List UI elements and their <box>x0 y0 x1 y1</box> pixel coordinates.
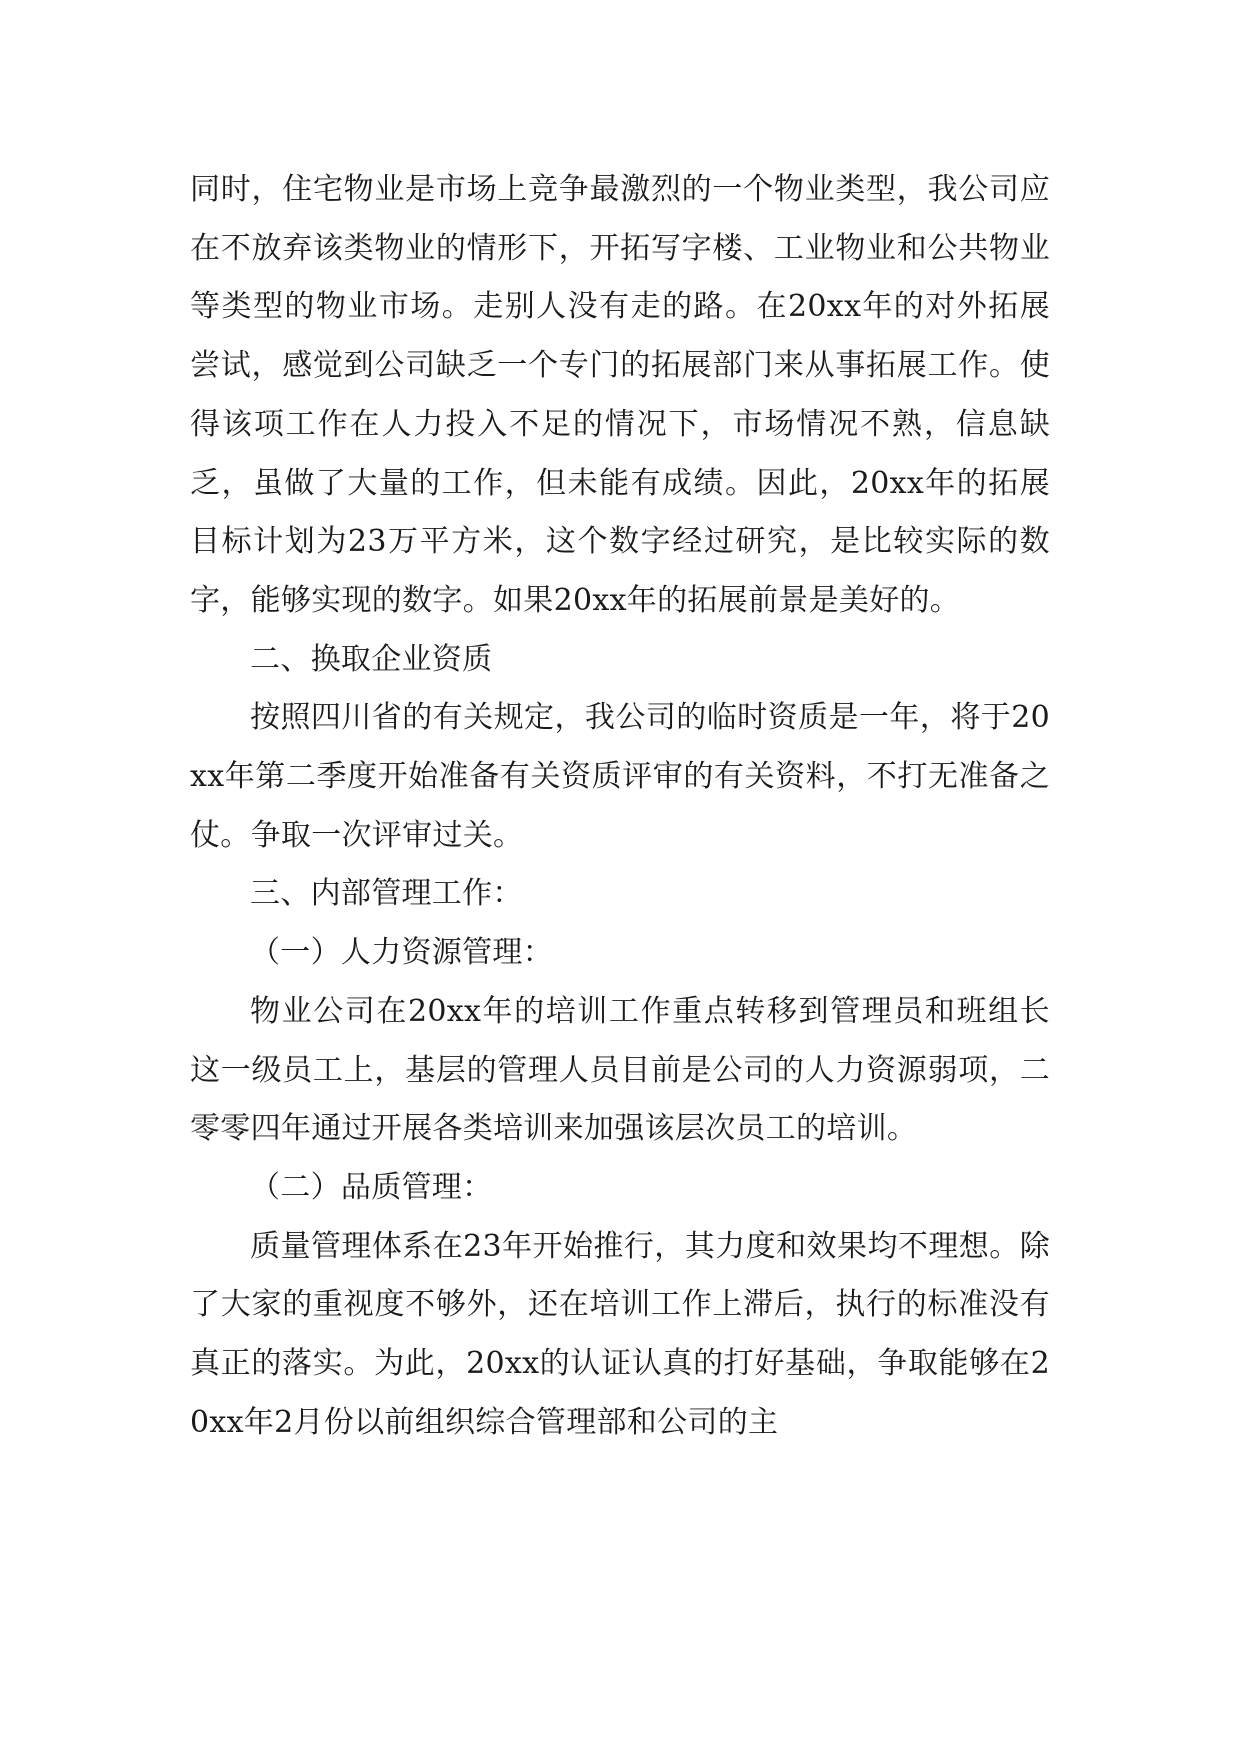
paragraph-quality-management: 质量管理体系在23年开始推行，其力度和效果均不理想。除了大家的重视度不够外，还在培训工作上滞后，执行的标准没有真正的落实。为此，20xx的认证认真的打好基础，争取能够在20xx年2月份以前组织综合管理部和公司的主 <box>190 1228 1050 1440</box>
paragraph-qualification: 按照四川省的有关规定，我公司的临时资质是一年，将于20xx年第二季度开始准备有关资质评审的有关资料，不打无准备之仗。争取一次评审过关。 <box>190 700 1050 853</box>
section-heading-internal-management: 三、内部管理工作： <box>250 876 523 912</box>
section-heading-qualification: 二、换取企业资质 <box>250 641 493 677</box>
paragraph-human-resources: 物业公司在20xx年的培训工作重点转移到管理员和班组长这一级员工上，基层的管理人员目前是公司的人力资源弱项，二零零四年通过开展各类培训来加强该层次员工的培训。 <box>190 993 1050 1147</box>
subheading-human-resources: （一）人力资源管理： <box>250 935 553 971</box>
paragraph-1: 同时，住宅物业是市场上竞争最激烈的一个物业类型，我公司应在不放弃该类物业的情形下，开拓写字楼、工业物业和公共物业等类型的物业市场。走别人没有走的路。在20xx年的对外拓展尝试，感觉到公司缺乏一个专门的拓展部门来从事拓展工作。使得该项工作在人力投入不足的情况下，市场情况不熟，信息缺乏，虽做了大量的工作，但未能有成绩。因此，20xx年的拓展目标计划为23万平方米，这个数字经过研究，是比较实际的数字，能够实现的数字。如果20xx年的拓展前景是美好的。 <box>190 172 1050 618</box>
document-body <box>190 161 1050 1452</box>
subheading-quality-management: （二）品质管理： <box>250 1169 493 1205</box>
